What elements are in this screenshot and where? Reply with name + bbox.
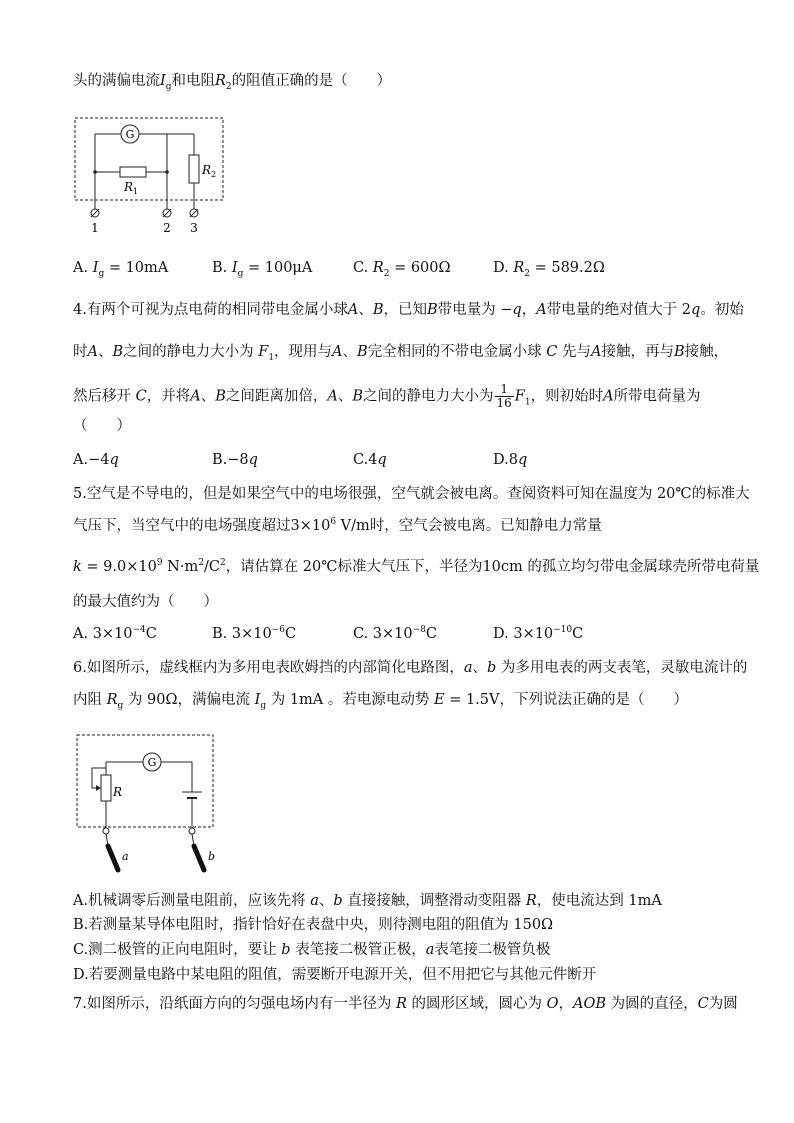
- r1-label: $R_1$: [124, 180, 139, 196]
- q3-option-a[interactable]: A. $I_g = 10mA$: [73, 260, 169, 279]
- q5-line-1: 5.空气是不导电的，但是如果空气中的电场很强，空气就会被电离。查阅资料可知在温度为 20℃的标准大: [73, 486, 750, 502]
- q7-line-1: 7.如图所示，沿纸面方向的匀强电场内有一半径为 R 的圆形区域，圆心为 O，AOB 为圆的直径，C为圆: [73, 996, 738, 1012]
- probe-b-label: b: [208, 850, 216, 863]
- q4-line-1: 4.有两个可视为点电荷的相同带电金属小球A、B，已知B带电量为 −q，A带电量的绝对值大于 2q。初始: [73, 302, 744, 318]
- q5-option-d[interactable]: D. $3\times 10^{-10}C$: [493, 625, 584, 642]
- q5-option-b[interactable]: B. $3\times 10^{-6}C$: [212, 625, 297, 642]
- q6-option-b[interactable]: B.若测量某导体电阻时，指针恰好在表盘中央，则待测电阻的阻值为 150Ω: [73, 917, 554, 933]
- q4-option-a[interactable]: A.−4q: [73, 452, 119, 468]
- q6-option-d[interactable]: D.若要测量电路中某电阻的阻值，需要断开电源开关，但不用把它与其他元件断开: [73, 967, 597, 983]
- q5-line-4: 的最大值约为（ ）: [73, 594, 218, 610]
- q4-option-c[interactable]: C.4q: [353, 452, 387, 468]
- q3-circuit-figure: [70, 113, 230, 238]
- q5-line-3: $k = 9.0\times 10^9$ $N\cdot m^2/C^2$，请估算在 20℃标准大气压下，半径为10cm 的孤立均匀带电金属球壳所带电荷量: [73, 558, 760, 575]
- q5-option-c[interactable]: C. $3\times 10^{-8}C$: [353, 625, 438, 642]
- fraction-1-16: $\frac{1}{16}$: [496, 382, 512, 410]
- terminal-3-label: 3: [190, 221, 198, 235]
- terminal-1-label: 1: [91, 221, 99, 235]
- q6-galvanometer-label: G: [147, 756, 157, 769]
- q6-line-2: 内阻 $R_g$ 为 90Ω，满偏电流 $I_g$ 为 1mA 。若电源电动势 E = 1.5V，下列说法正确的是（ ）: [73, 692, 688, 711]
- q6-ohmmeter-figure: [72, 730, 222, 880]
- galvanometer-label: G: [125, 128, 135, 141]
- q5-option-a[interactable]: A. $3\times 10^{-4}C$: [73, 625, 157, 642]
- q4-line-3: 然后移开 C，并将A、B之间距离加倍，A、B之间的静电力大小为 $\frac{1}{16}$ $F_1$，则初始时A所带电荷量为: [73, 382, 701, 410]
- q4-line-2: 时A、B之间的静电力大小为 $F_1$，现用与A、B完全相同的不带电金属小球 C 先与A接触，再与B接触，: [73, 344, 729, 363]
- q3-stem-tail: 头的满偏电流$I_g$和电阻$R_2$的阻值正确的是（ ）: [73, 73, 392, 92]
- probe-a-label: a: [122, 850, 129, 863]
- q6-option-c[interactable]: C.测二极管的正向电阻时，要让 b 表笔接二极管正极，a表笔接二极管负极: [73, 942, 551, 958]
- q6-line-1: 6.如图所示，虚线框内为多用电表欧姆挡的内部简化电路图，a、b 为多用电表的两支表笔，灵敏电流计的: [73, 660, 748, 676]
- q4-line-4: （ ）: [73, 418, 131, 434]
- q3-option-b[interactable]: B. $I_g = 100\mu A$: [212, 260, 313, 279]
- terminal-2-label: 2: [163, 221, 171, 235]
- rheostat-label: R: [113, 785, 123, 799]
- q6-option-a[interactable]: A.机械调零后测量电阻前，应该先将 a、b 直接接触，调整滑动变阻器 R，使电流达到 1mA: [73, 893, 662, 909]
- q3-option-c[interactable]: C. $R_2 = 600\Omega$: [353, 260, 451, 279]
- q4-option-d[interactable]: D.8q: [493, 452, 528, 468]
- r2-label: $R_2$: [202, 163, 217, 179]
- q5-line-2: 气压下，当空气中的电场强度超过$3\times 10^6$ V/m时，空气会被电离。已知静电力常量: [73, 517, 602, 534]
- q4-option-b[interactable]: B.−8q: [212, 452, 258, 468]
- q3-option-d[interactable]: D. $R_2 = 589.2\Omega$: [493, 260, 605, 279]
